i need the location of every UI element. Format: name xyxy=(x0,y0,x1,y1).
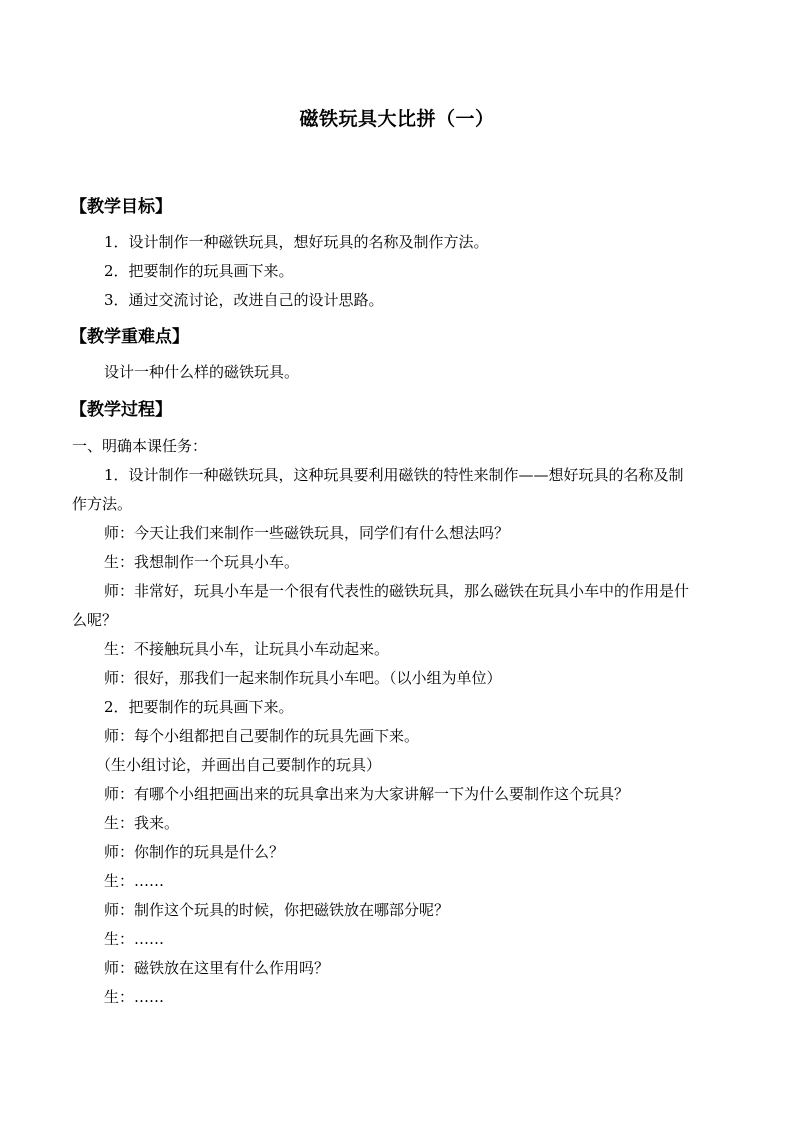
document-title: 磁铁玩具大比拼（一） xyxy=(299,108,495,130)
process-line: 么呢？ xyxy=(72,611,118,629)
process-line: 师：非常好，玩具小车是一个很有代表性的磁铁玩具，那么磁铁在玩具小车中的作用是什 xyxy=(104,582,690,600)
process-line: （生小组讨论，并画出自己要制作的玩具） xyxy=(96,756,382,774)
section-heading-process: 【教学过程】 xyxy=(70,400,172,420)
process-line: 师：你制作的玩具是什么？ xyxy=(104,843,285,861)
process-line: 师：很好，那我们一起来制作玩具小车吧。（以小组为单位） xyxy=(104,669,502,687)
process-line: 作方法。 xyxy=(72,495,133,513)
process-line: 师：制作这个玩具的时候，你把磁铁放在哪部分呢？ xyxy=(104,901,450,919)
process-line: 1．设计制作一种磁铁玩具，这种玩具要利用磁铁的特性来制作——想好玩具的名称及制 xyxy=(104,466,684,484)
goal-item: 1．设计制作一种磁铁玩具，想好玩具的名称及制作方法。 xyxy=(104,233,489,251)
process-line: 师：每个小组都把自己要制作的玩具先画下来。 xyxy=(104,727,420,745)
process-line: 生：…… xyxy=(104,930,165,948)
section-heading-goals: 【教学目标】 xyxy=(70,197,172,217)
process-line: 生：不接触玩具小车，让玩具小车动起来。 xyxy=(104,640,390,658)
key-points-text: 设计一种什么样的磁铁玩具。 xyxy=(104,363,300,381)
process-line: 生：…… xyxy=(104,988,165,1006)
process-line: 师：今天让我们来制作一些磁铁玩具，同学们有什么想法吗？ xyxy=(104,524,510,542)
process-line: 师：磁铁放在这里有什么作用吗？ xyxy=(104,959,330,977)
process-line: 2．把要制作的玩具画下来。 xyxy=(104,698,294,716)
goal-item: 2．把要制作的玩具画下来。 xyxy=(104,262,294,280)
process-line: 生：…… xyxy=(104,872,165,890)
section-heading-key-points: 【教学重难点】 xyxy=(70,327,189,347)
process-line: 师：有哪个小组把画出来的玩具拿出来为大家讲解一下为什么要制作这个玩具？ xyxy=(104,785,630,803)
process-line: 生：我想制作一个玩具小车。 xyxy=(104,553,300,571)
goal-item: 3．通过交流讨论，改进自己的设计思路。 xyxy=(104,291,384,309)
process-line: 生：我来。 xyxy=(104,814,180,832)
process-line: 一、明确本课任务： xyxy=(72,437,208,455)
